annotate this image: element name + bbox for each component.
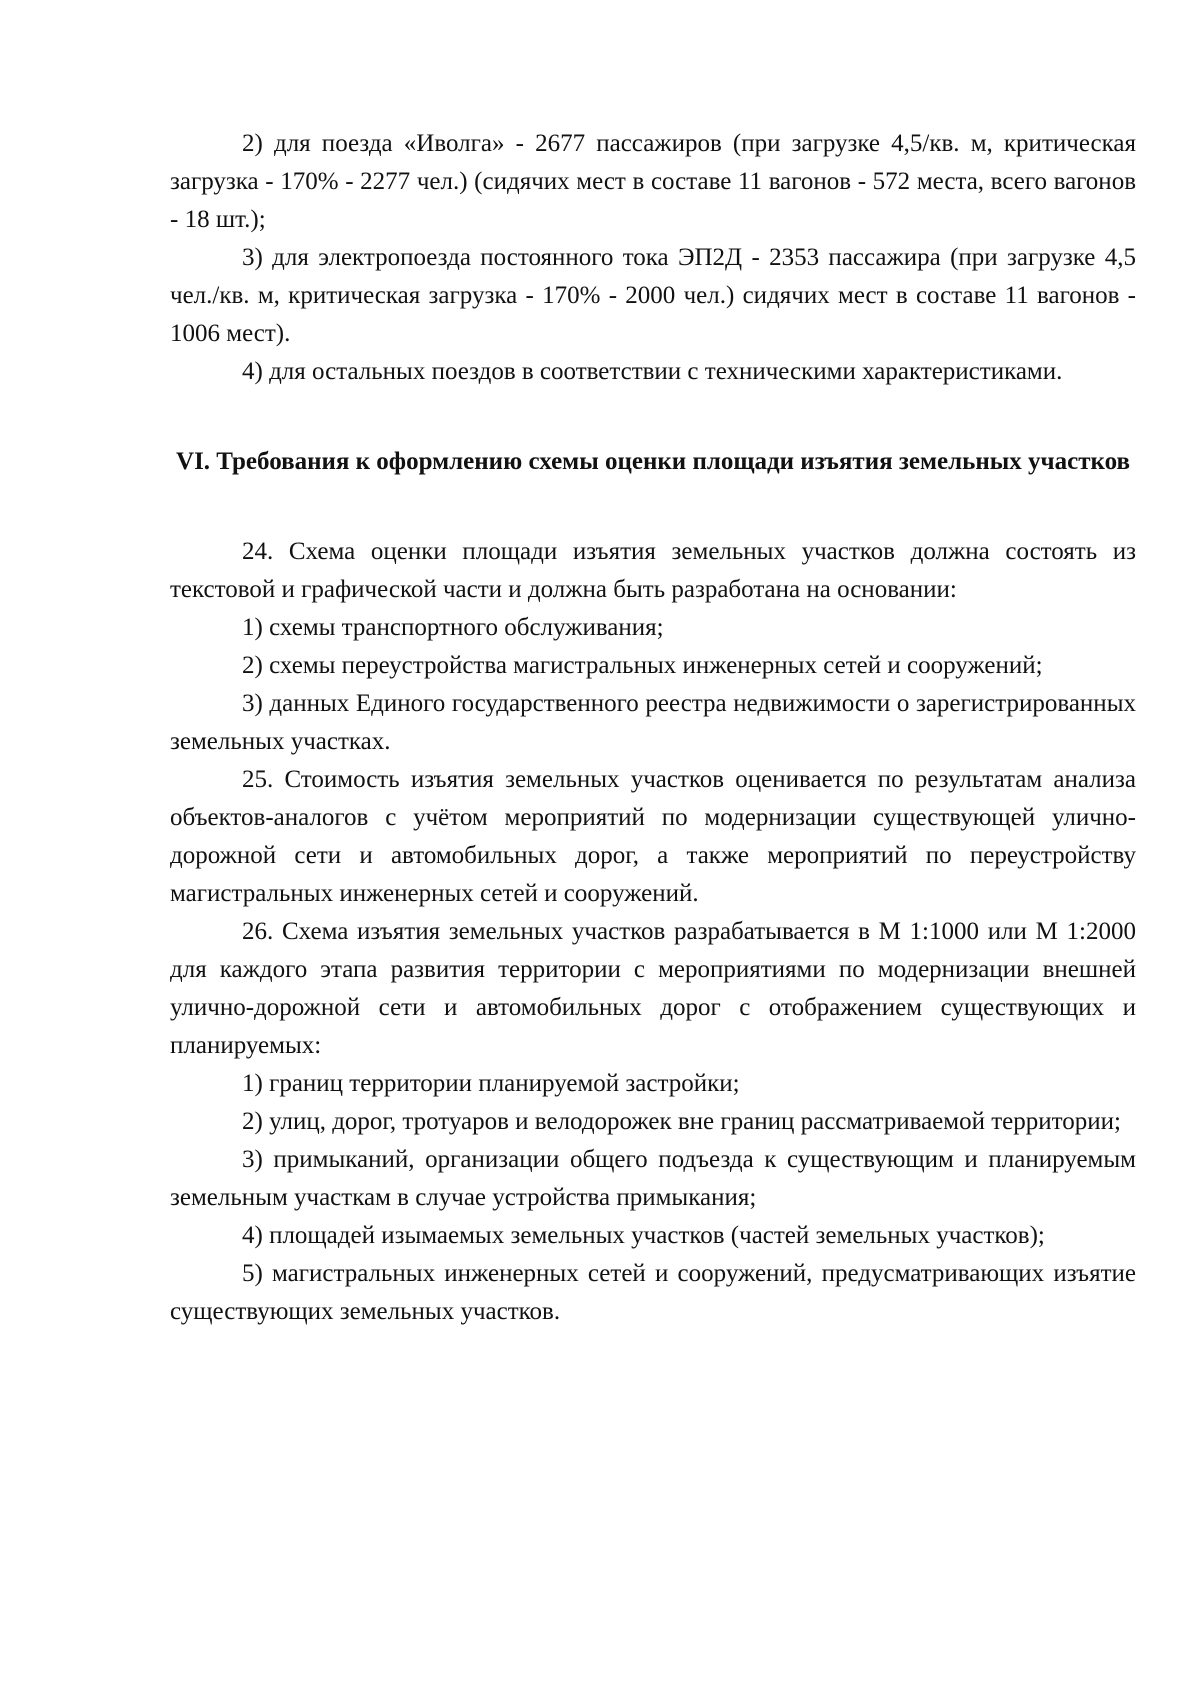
- list-item-egrn-data: 3) данных Единого государственного реестра недвижимости о зарегистрированных земельных участках.: [170, 690, 1136, 755]
- list-item-transport-scheme: 1) схемы транспортного обслуживания;: [242, 614, 664, 641]
- paragraph-26: 26. Схема изъятия земельных участков разрабатывается в М 1:1000 или М 1:2000 для каждого этапа развития территории с мероприятиями по модернизации внешней улично-дорожной сети и автомобильных дорог с отображением существующих и планируемых:: [170, 918, 1136, 1059]
- paragraph-25: 25. Стоимость изъятия земельных участков оценивается по результатам анализа объектов-аналогов с учётом мероприятий по модернизации существующей улично-дорожной сети и автомобильных дорог, а также мероприятий по переустройству магистральных инженерных сетей и сооружений.: [170, 766, 1136, 907]
- list-item-territory-borders: 1) границ территории планируемой застройки;: [242, 1070, 740, 1097]
- document-body: [170, 125, 1136, 1331]
- paragraph-other-trains: 4) для остальных поездов в соответствии с техническими характеристиками.: [242, 358, 1063, 385]
- list-item-seized-areas: 4) площадей изымаемых земельных участков (частей земельных участков);: [242, 1222, 1045, 1249]
- list-item-junctions: 3) примыканий, организации общего подъезда к существующим и планируемым земельным участкам в случае устройства примыкания;: [170, 1146, 1136, 1211]
- paragraph-ep2d-train: 3) для электропоезда постоянного тока ЭП2Д - 2353 пассажира (при загрузке 4,5 чел./кв. м, критическая загрузка - 170% - 2000 чел.) сидячих мест в составе 11 вагонов - 1006 мест).: [170, 244, 1136, 347]
- list-item-networks-scheme: 2) схемы переустройства магистральных инженерных сетей и сооружений;: [242, 652, 1043, 679]
- paragraph-ivolga-train: 2) для поезда «Иволга» - 2677 пассажиров (при загрузке 4,5/кв. м, критическая загрузка - 170% - 2277 чел.) (сидячих мест в составе 11 вагонов - 572 места, всего вагонов - 18 шт.);: [170, 130, 1136, 233]
- list-item-engineering-networks: 5) магистральных инженерных сетей и сооружений, предусматривающих изъятие существующих земельных участков.: [170, 1260, 1136, 1325]
- section-heading: VI. Требования к оформлению схемы оценки площади изъятия земельных участков: [176, 448, 1130, 475]
- paragraph-24: 24. Схема оценки площади изъятия земельных участков должна состоять из текстовой и графической части и должна быть разработана на основании:: [170, 538, 1136, 603]
- list-item-streets-roads: 2) улиц, дорог, тротуаров и велодорожек вне границ рассматриваемой территории;: [242, 1108, 1121, 1135]
